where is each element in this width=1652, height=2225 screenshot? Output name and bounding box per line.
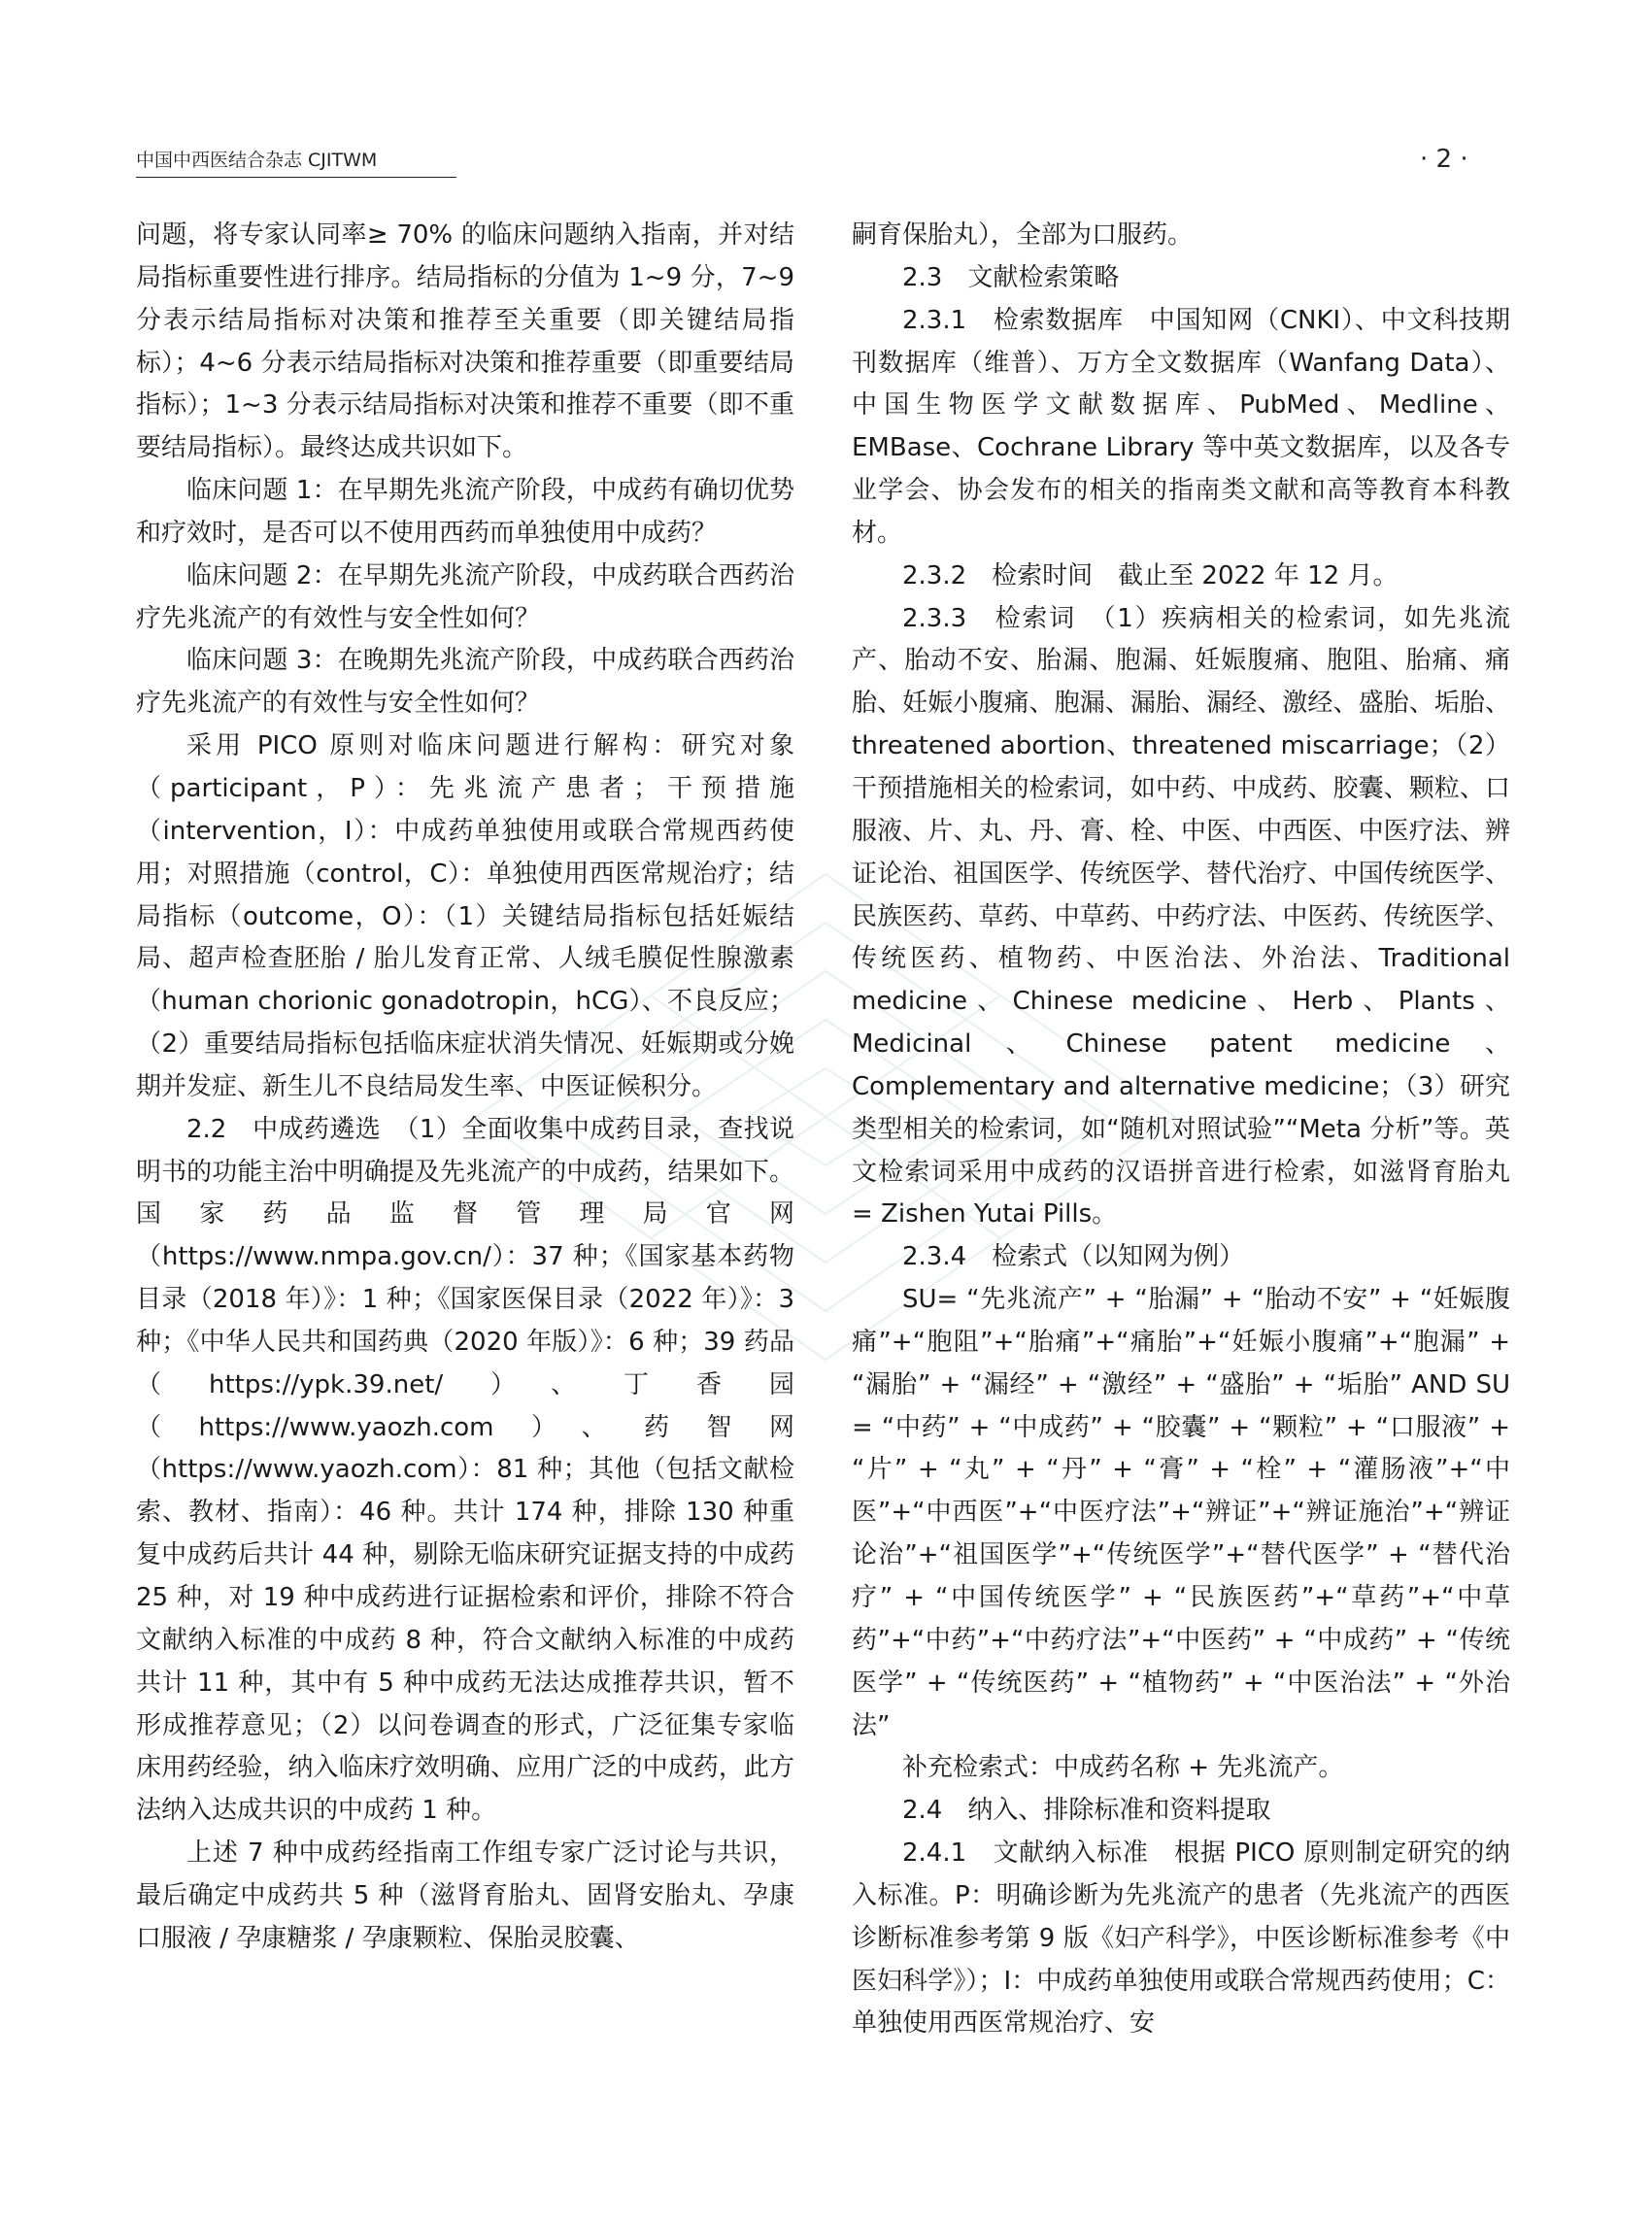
paragraph: 嗣育保胎丸），全部为口服药。 [852, 220, 1194, 250]
section-2-3-3-paragraph: 2.3.3 检索词 （1）疾病相关的检索词，如先兆流产、胎动不安、胎漏、胞漏、妊娠腹痛、胞阻、胎痛、痛胎、妊娠小腹痛、胞漏、漏胎、漏经、激经、盛胎、垢胎、threatened abortion、threatened miscarriage；（2）干预措施相关的检索词，如中药、中成药、胶囊、颗粒、口服液、片、丸、丹、膏、栓、中医、中西医、中医疗法、辨证论治、祖国医学、传统医学、替代治疗、中国传统医学、民族医药、草药、中草药、中药疗法、中医药、传统医学、传统医药、植物药、中医治法、外治法、Traditional medicine、Chinese medicine、Herb、Plants、Medicinal、Chinese patent medicine、Complementary and alternative medicine；（3）研究类型相关的检索词，如“随机对照试验”“Meta 分析”等。英文检索词采用中成药的汉语拼音进行检索，如滋肾育胎丸 = Zishen Yutai Pills。 [852, 603, 1510, 1230]
left-column [136, 215, 794, 1961]
paragraph: 问题，将专家认同率≥ 70% 的临床问题纳入指南，并对结局指标重要性进行排序。结局指标的分值为 1~9 分，7~9 分表示结局指标对决策和推荐至关重要（即关键结局指标）；4~6 分表示结局指标对决策和推荐重要（即重要结局指标）；1~3 分表示结局指标对决策和推荐不重要（即不重要结局指标）。最终达成共识如下。 [136, 220, 794, 463]
section-2-2-paragraph: 2.2 中成药遴选 （1）全面收集中成药目录，查找说明书的功能主治中明确提及先兆流产的中成药，结果如下。国家药品监督管理局官网（https://www.nmpa.gov.cn/）：37 种；《国家基本药物目录（2018 年）》：1 种；《国家医保目录（2022 年）》：3 种；《中华人民共和国药典（2020 年版）》：6 种；39 药品（https://ypk.39.net/）、丁香园（https://www.yaozh.com）、药智网（https://www.yaozh.com）：81 种；其他（包括文献检索、教材、指南）：46 种。共计 174 种，排除 130 种重复中成药后共计 44 种，剔除无临床研究证据支持的中成药 25 种，对 19 种中成药进行证据检索和评价，排除不符合文献纳入标准的中成药 8 种，符合文献纳入标准的中成药共计 11 种，其中有 5 种中成药无法达成推荐共识，暂不形成推荐意见；（2）以问卷调查的形式，广泛征集专家临床用药经验，纳入临床疗效明确、应用广泛的中成药，此方法纳入达成共识的中成药 1 种。 [136, 1114, 794, 1826]
section-heading-2-3-4: 2.3.4 检索式（以知网为例） [902, 1242, 1245, 1272]
paragraph: 临床问题 3：在晚期先兆流产阶段，中成药联合西药治疗先兆流产的有效性与安全性如何？ [136, 646, 794, 719]
paragraph: 临床问题 2：在早期先兆流产阶段，中成药联合西药治疗先兆流产的有效性与安全性如何？ [136, 560, 794, 633]
paragraph: 上述 7 种中成药经指南工作组专家广泛讨论与共识，最后确定中成药共 5 种（滋肾育胎丸、固肾安胎丸、孕康口服液 / 孕康糖浆 / 孕康颗粒、保胎灵胶囊、 [136, 1838, 794, 1953]
supplementary-search: 补充检索式：中成药名称 + 先兆流产。 [902, 1753, 1344, 1783]
paragraph: 采用 PICO 原则对临床问题进行解构：研究对象（participant，P）：先兆流产患者；干预措施（intervention，I）：中成药单独使用或联合常规西药使用；对照措施（control，C）：单独使用西医常规治疗；结局指标（outcome，O）：（1）关键结局指标包括妊娠结局、超声检查胚胎 / 胎儿发育正常、人绒毛膜促性腺激素（human chorionic gonadotropin，hCG）、不良反应；（2）重要结局指标包括临床症状消失情况、妊娠期或分娩期并发症、新生儿不良结局发生率、中医证候积分。 [136, 731, 794, 1101]
page-number: · 2 · [1420, 145, 1468, 174]
section-2-3-2-paragraph: 2.3.2 检索时间 截止至 2022 年 12 月。 [902, 560, 1399, 590]
search-formula: SU= “先兆流产” + “胎漏” + “胎动不安” + “妊娠腹痛”+“胞阻”+“胎痛”+“痛胎”+“妊娠小腹痛”+“胞漏” + “漏胎” + “漏经” + “激经” + “盛胎” + “垢胎” AND SU = “中药” + “中成药” + “胶囊” + “颗粒” + “口服液” + “片” + “丸” + “丹” + “膏” + “栓” + “灌肠液”+“中医”+“中西医”+“中医疗法”+“辨证”+“辨证施治”+“辨证论治”+“祖国医学”+“传统医学”+“替代医学” + “替代治疗” + “中国传统医学” + “民族医药”+“草药”+“中草药”+“中药”+“中药疗法”+“中医药” + “中成药” + “传统医学” + “传统医药” + “植物药” + “中医治法” + “外治法” [852, 1285, 1510, 1740]
section-2-3-1-paragraph: 2.3.1 检索数据库 中国知网（CNKI）、中文科技期刊数据库（维普）、万方全文数据库（Wanfang Data）、中国生物医学文献数据库、PubMed、Medline、EMBase、Cochrane Library 等中英文数据库，以及各专业学会、协会发布的相关的指南类文献和高等教育本科教材。 [852, 305, 1510, 548]
section-heading-2-3: 2.3 文献检索策略 [902, 262, 1120, 292]
section-2-4-1-paragraph: 2.4.1 文献纳入标准 根据 PICO 原则制定研究的纳入标准。P：明确诊断为先兆流产的患者（先兆流产的西医诊断标准参考第 9 版《妇产科学》，中医诊断标准参考《中医妇科学》）；I：中成药单独使用或联合常规西药使用；C：单独使用西医常规治疗、安 [852, 1838, 1510, 2039]
section-heading-2-4: 2.4 纳入、排除标准和资料提取 [902, 1796, 1271, 1826]
journal-header: 中国中西医结合杂志 CJITWM [136, 146, 456, 178]
paragraph: 临床问题 1：在早期先兆流产阶段，中成药有确切优势和疗效时，是否可以不使用西药而单独使用中成药？ [136, 476, 794, 548]
right-column [852, 215, 1510, 2045]
